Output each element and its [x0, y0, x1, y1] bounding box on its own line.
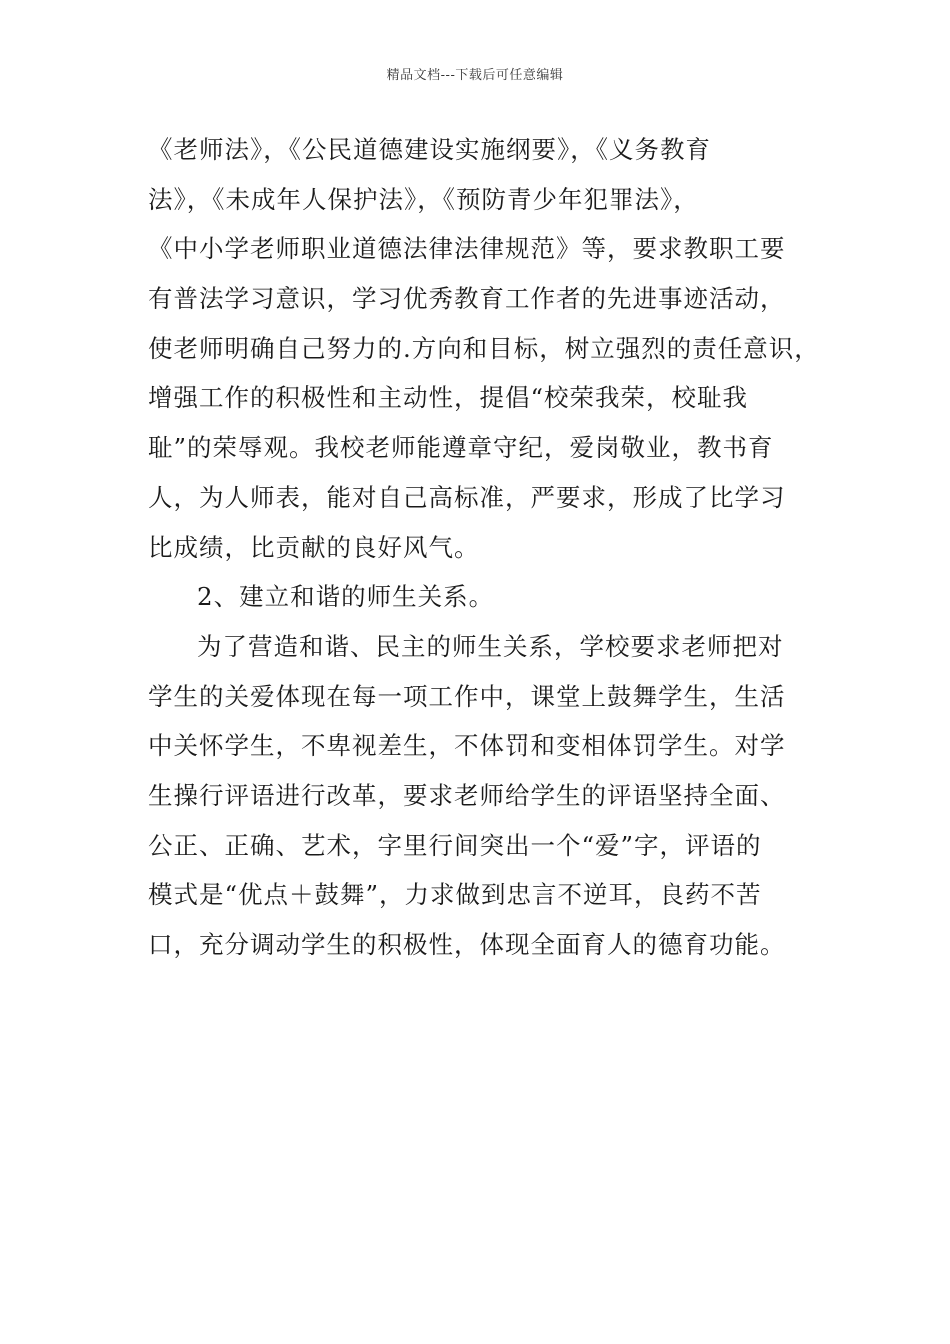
- text-line: 使老师明确自己努力的.方向和目标，树立强烈的责任意识，: [148, 333, 820, 363]
- text-line: 比成绩，比贡献的良好风气。: [148, 532, 480, 562]
- document-body: [148, 125, 828, 970]
- section-heading: 2、建立和谐的师生关系。: [197, 582, 495, 612]
- text-line: 《老师法》，《公民道德建设实施纲要》，《义务教育: [148, 135, 711, 164]
- text-line: 学生的关爱体现在每一项工作中，课堂上鼓舞学生，生活: [148, 681, 786, 711]
- text-line: 人，为人师表，能对自己高标准，严要求，形成了比学习: [148, 482, 786, 512]
- page-header: 精品文档---下载后可任意编辑: [386, 68, 564, 83]
- text-line: 增强工作的积极性和主动性，提倡“校荣我荣，校耻我: [148, 383, 749, 413]
- text-line: 法》，《未成年人保护法》，《预防青少年犯罪法》，: [148, 184, 699, 214]
- text-line: 耻”的荣辱观。我校老师能遵章守纪，爱岗敬业，教书育: [148, 433, 774, 463]
- paragraph-first-line: 为了营造和谐、民主的师生关系，学校要求老师把对: [197, 631, 784, 661]
- text-line: 《中小学老师职业道德法律法律规范》等，要求教职工要: [148, 234, 786, 264]
- text-line: 生操行评语进行改革，要求老师给学生的评语坚持全面、: [148, 780, 786, 810]
- text-line: 模式是“优点＋鼓舞”，力求做到忠言不逆耳，良药不苦: [148, 880, 762, 910]
- text-line: 口，充分调动学生的积极性，体现全面育人的德育功能。: [148, 930, 786, 959]
- text-line: 中关怀学生，不卑视差生，不体罚和变相体罚学生。对学: [148, 731, 786, 761]
- text-line: 公正、正确、艺术，字里行间突出一个“爱”字，评语的: [148, 830, 762, 860]
- text-line: 有普法学习意识，学习优秀教育工作者的先进事迹活动，: [148, 284, 786, 314]
